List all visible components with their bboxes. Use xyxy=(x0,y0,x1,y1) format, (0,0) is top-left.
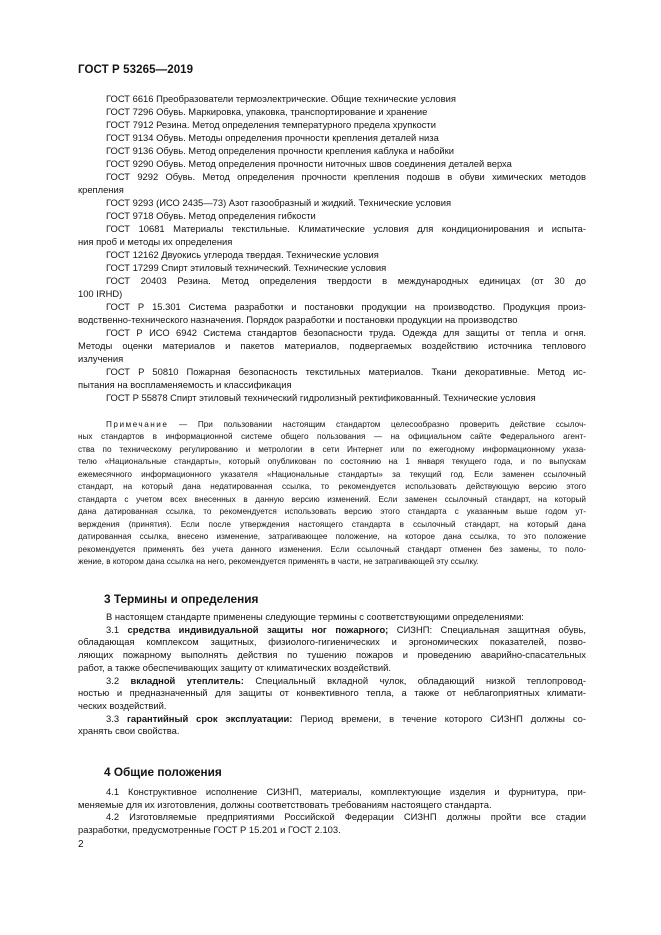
reference-item: ГОСТ 17299 Спирт этиловый технический. Технические условия xyxy=(106,262,387,273)
reference-item-continuation: 100 IRHD) xyxy=(78,288,123,299)
paragraph-4-2: 4.2 Изготовляемые предприятиями Российской Федерации СИЗНП должны пройти все стадии xyxy=(106,811,586,823)
reference-item: ГОСТ 9136 Обувь. Метод определения прочности крепления каблука и набойки xyxy=(106,145,454,156)
section-3-intro: В настоящем стандарте применены следующие термины с соответствующими определениями: xyxy=(106,611,524,622)
normative-references-list xyxy=(78,92,586,404)
note-line: датированная ссылка, внесено изменение, затрагивающее положение, на которое дана ссылка, то это положение xyxy=(78,532,586,542)
reference-item: ГОСТ 6616 Преобразователи термоэлектрические. Общие технические условия xyxy=(106,93,456,104)
term-3-3-line: хранять свои свойства. xyxy=(78,725,180,737)
reference-item: ГОСТ 10681 Материалы текстильные. Климатические условия для кондиционирования и испыта- xyxy=(106,223,586,234)
reference-item-continuation: крепления xyxy=(78,184,124,195)
section-4-body xyxy=(78,786,586,837)
term-3-1-line: обладающая комплексом защитных, физиолого-гигиенических и эргономических показателей, позво- xyxy=(78,636,586,648)
term-3-1-line: работ, а также обеспечивающих защиту от климатических воздействий. xyxy=(78,661,391,673)
reference-item: ГОСТ Р ИСО 6942 Система стандартов безопасности труда. Одежда для защиты от тепла и огня. xyxy=(106,327,586,338)
note-first-line: Примечание — При пользовании настоящим стандартом целесообразно проверить действие ссылоч- xyxy=(106,420,586,429)
note-line: телю «Национальные стандарты», который опубликован по состоянию на 1 января текущего года, и по выпускам xyxy=(78,457,586,467)
note-line: рекомендуется применять без учета данного изменения. Если ссылочный стандарт отменен без замены, то поло- xyxy=(78,544,586,554)
note-line: стандарта с учетом всех внесенных в данную версию изменений. Если заменен ссылочный стандарт, на который xyxy=(78,494,586,504)
reference-item: ГОСТ 9134 Обувь. Методы определения прочности крепления деталей низа xyxy=(106,132,439,143)
reference-item: ГОСТ Р 50810 Пожарная безопасность текстильных материалов. Ткани декоративные. Метод ис- xyxy=(106,366,586,377)
reference-item: ГОСТ 20403 Резина. Метод определения твердости в международных единицах (от 30 до xyxy=(106,275,586,286)
term-3-2-name: вкладной утеплитель: xyxy=(130,674,244,686)
note-line: ежемесячного информационного указателя «Национальные стандарты» за текущий год. Если заменен ссылочный xyxy=(78,469,586,479)
reference-item-continuation: излучения xyxy=(78,353,124,364)
note-line: ства по техническому регулированию и метрологии в сети Интернет или по ежегодному информационному указа- xyxy=(78,444,586,454)
reference-item: ГОСТ 9718 Обувь. Метод определения гибкости xyxy=(106,210,316,221)
reference-item: ГОСТ 9293 (ИСО 2435—73) Азот газообразный и жидкий. Технические условия xyxy=(106,197,452,208)
reference-item: ГОСТ 12162 Двуокись углерода твердая. Технические условия xyxy=(106,249,379,260)
note-line: дана датированная ссылка, то рекомендуется использовать версию этого стандарта с указанным выше годом ут- xyxy=(78,507,586,517)
section-3-heading: 3 Термины и определения xyxy=(104,592,259,606)
term-3-3-name: гарантийный срок эксплуатации: xyxy=(126,712,293,724)
reference-item-continuation: ния проб и методы их определения xyxy=(78,236,233,247)
reference-item-continuation: водственно-технического назначения. Порядок разработки и постановки продукции на производство xyxy=(78,314,518,325)
note-line: ных стандартов в информационной системе общего пользования — на официальном сайте Федерального агент- xyxy=(78,432,586,442)
page-number: 2 xyxy=(78,839,84,850)
section-3-body xyxy=(78,611,586,738)
note-line: жение, в котором дана ссылка на него, рекомендуется применять в части, не затрагивающей эту ссылку. xyxy=(78,556,479,566)
note-line: верждения (принятия). Если после утверждения настоящего стандарта в ссылочный стандарт, на который дана xyxy=(78,519,586,529)
term-3-2-line: ческих воздействий. xyxy=(78,699,167,711)
reference-item-continuation: пытания на воспламеняемость и классификация xyxy=(78,379,292,390)
reference-item: ГОСТ Р 15.301 Система разработки и постановки продукции на производство. Продукция произ- xyxy=(106,301,586,312)
term-3-1-name: средства индивидуальной защиты ног пожарного; xyxy=(127,623,389,635)
reference-item: ГОСТ 7912 Резина. Метод определения температурного предела хрупкости xyxy=(106,119,436,130)
note-label: Примечание xyxy=(106,420,169,429)
note-block xyxy=(78,419,586,568)
term-3-1-line: ляющих пожарному выполнять действия по тушению пожаров и проведению аварийно-спасательных xyxy=(78,649,586,661)
reference-item: ГОСТ Р 55878 Спирт этиловый технический гидролизный ректификованный. Технические условия xyxy=(106,392,536,403)
note-line: стандарт, на который дана недатированная ссылка, то рекомендуется использовать действующую версию этого xyxy=(78,482,586,492)
term-3-3: 3.3 гарантийный срок эксплуатации: Период времени, в течение которого СИЗНП должны со- xyxy=(106,712,586,724)
reference-item-continuation: Методы оценки материалов и пакетов материалов, подвергаемых воздействию источника теплового xyxy=(78,340,586,351)
reference-item: ГОСТ 7296 Обувь. Маркировка, упаковка, транспортирование и хранение xyxy=(106,106,428,117)
reference-item: ГОСТ 9290 Обувь. Метод определения прочности ниточных швов соединения деталей верха xyxy=(106,158,512,169)
document-header: ГОСТ Р 53265—2019 xyxy=(78,64,194,76)
term-3-2: 3.2 вкладной утеплитель: Специальный вкладной чулок, обладающий низкой теплопровод- xyxy=(106,674,586,686)
term-3-1: 3.1 средства индивидуальной защиты ног пожарного; СИЗНП: Специальная защитная обувь, xyxy=(106,623,586,635)
paragraph-4-1-line: меняемые для их изготовления, должны соответствовать требованиям настоящего стандарта. xyxy=(78,798,492,810)
reference-item: ГОСТ 9292 Обувь. Метод определения прочности крепления подошв в обуви химических методов xyxy=(106,171,586,182)
paragraph-4-1: 4.1 Конструктивное исполнение СИЗНП, материалы, комплектующие изделия и фурнитура, при- xyxy=(106,786,586,797)
section-4-heading: 4 Общие положения xyxy=(104,765,222,779)
paragraph-4-2-line: разработки, предусмотренные ГОСТ Р 15.201 и ГОСТ 2.103. xyxy=(78,824,341,836)
term-3-2-line: ностью и предназначенный для защиты от конвективного тепла, а также от неблагоприятных климати- xyxy=(78,687,586,699)
